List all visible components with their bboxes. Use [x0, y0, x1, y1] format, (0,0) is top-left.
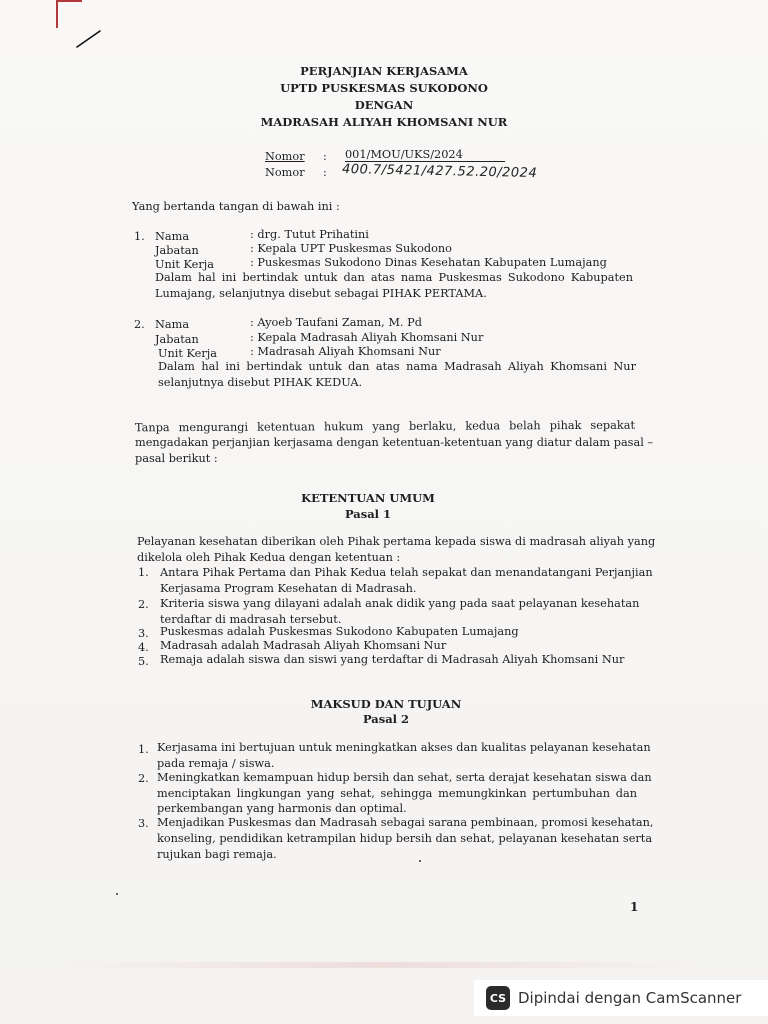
nomor-label-1: Nomor — [265, 150, 305, 163]
party2-desc-line-1: Dalam hal ini bertindak untuk dan atas nama Madrasah Aliyah Khomsani Nur — [158, 360, 636, 373]
section2-item-text: pada remaja / siswa. — [157, 757, 275, 770]
camscanner-watermark — [474, 980, 768, 1016]
intro-text: Yang bertanda tangan di bawah ini : — [132, 200, 340, 213]
pen-stroke-mark — [74, 28, 104, 50]
section1-item-number: 2. — [138, 598, 149, 611]
party1-nama-label: Nama — [155, 230, 190, 243]
section1-pasal: Pasal 1 — [344, 507, 392, 521]
nomor-value-1: 001/MOU/UKS/2024 — [345, 148, 505, 162]
corner-mark — [56, 0, 58, 28]
agreement-line-3: pasal berikut : — [135, 452, 218, 465]
party2-unit-value: : Madrasah Aliyah Khomsani Nur — [250, 345, 441, 358]
party2-jabatan-label: Jabatan — [155, 333, 199, 346]
party1-jabatan-value: : Kepala UPT Puskesmas Sukodono — [250, 242, 452, 255]
section1-intro-line-2: dikelola oleh Pihak Kedua dengan ketentuan : — [137, 551, 401, 564]
section1-item-text: Remaja adalah siswa dan siswi yang terdaftar di Madrasah Aliyah Khomsani Nur — [160, 653, 625, 666]
section2-item-number: 2. — [138, 772, 149, 785]
nomor-label-2: Nomor — [265, 166, 305, 179]
party1-desc-line-1: Dalam hal ini bertindak untuk dan atas nama Puskesmas Sukodono Kabupaten — [155, 271, 633, 284]
party1-unit-value: : Puskesmas Sukodono Dinas Kesehatan Kabupaten Lumajang — [250, 256, 607, 269]
section1-item-text: Puskesmas adalah Puskesmas Sukodono Kabupaten Lumajang — [160, 625, 519, 638]
party1-nama-value: : drg. Tutut Prihatini — [250, 228, 369, 241]
section2-item-text: konseling, pendidikan ketrampilan hidup bersih dan sehat, pelayanan kesehatan serta — [157, 832, 653, 845]
section1-item-text: Antara Pihak Pertama dan Pihak Kedua telah sepakat dan menandatangani Perjanjian — [160, 566, 653, 579]
section1-intro-line-1: Pelayanan kesehatan diberikan oleh Pihak pertama kepada siswa di madrasah aliyah yang — [137, 535, 656, 548]
section1-item-number: 4. — [138, 641, 149, 654]
section1-item-number: 5. — [138, 655, 149, 668]
agreement-line-1: Tanpa mengurangi ketentuan hukum yang berlaku, kedua belah pihak sepakat — [134, 418, 636, 435]
title-line-1: PERJANJIAN KERJASAMA — [300, 64, 468, 78]
section2-item-number: 3. — [138, 817, 149, 830]
speck — [419, 860, 421, 862]
section1-title: KETENTUAN UMUM — [301, 491, 435, 505]
section2-item-text: perkembangan yang harmonis dan optimal. — [157, 802, 407, 815]
page-number: 1 — [630, 900, 639, 914]
section1-item-number: 3. — [138, 627, 149, 640]
speck — [116, 893, 118, 895]
party1-desc-line-2: Lumajang, selanjutnya disebut sebagai PIHAK PERTAMA. — [155, 287, 487, 300]
section2-pasal: Pasal 2 — [362, 712, 410, 726]
nomor-sep-2: : — [323, 166, 327, 179]
party2-unit-label: Unit Kerja — [158, 347, 217, 360]
party2-nama-label: Nama — [155, 318, 190, 331]
title-line-4: MADRASAH ALIYAH KHOMSANI NUR — [260, 115, 508, 129]
camscanner-text: Dipindai dengan CamScanner — [518, 989, 742, 1007]
party2-number: 2. — [134, 318, 145, 331]
section2-item-text: menciptakan lingkungan yang sehat, sehingga memungkinkan pertumbuhan dan — [157, 787, 637, 800]
nomor-value-2-handwritten: 400.7/5421/427.52.20/2024 — [341, 161, 538, 182]
party2-jabatan-value: : Kepala Madrasah Aliyah Khomsani Nur — [250, 331, 484, 344]
section2-item-text: rujukan bagi remaja. — [157, 848, 277, 861]
title-line-2: UPTD PUSKESMAS SUKODONO — [280, 81, 488, 95]
section2-item-number: 1. — [138, 743, 149, 756]
section1-item-text: Kriteria siswa yang dilayani adalah anak didik yang pada saat pelayanan kesehatan — [160, 597, 640, 610]
section1-item-number: 1. — [138, 566, 149, 579]
party1-jabatan-label: Jabatan — [155, 244, 199, 257]
party1-number: 1. — [134, 230, 145, 243]
footer-tint — [64, 962, 694, 968]
party2-nama-value: : Ayoeb Taufani Zaman, M. Pd — [250, 316, 422, 329]
agreement-line-2: mengadakan perjanjian kerjasama dengan ketentuan-ketentuan yang diatur dalam pasal – — [135, 436, 654, 449]
party1-unit-label: Unit Kerja — [155, 258, 214, 271]
section2-item-text: Kerjasama ini bertujuan untuk meningkatkan akses dan kualitas pelayanan kesehatan — [157, 741, 651, 754]
title-line-3: DENGAN — [354, 98, 414, 112]
corner-mark — [56, 0, 82, 2]
section1-item-text: Kerjasama Program Kesehatan di Madrasah. — [160, 582, 417, 595]
camscanner-logo-icon: CS — [486, 986, 510, 1010]
nomor-sep-1: : — [323, 150, 327, 163]
section1-item-text: terdaftar di madrasah tersebut. — [160, 613, 342, 626]
section2-item-text: Menjadikan Puskesmas dan Madrasah sebagai sarana pembinaan, promosi kesehatan, — [157, 816, 654, 829]
section2-title: MAKSUD DAN TUJUAN — [310, 697, 462, 711]
section1-item-text: Madrasah adalah Madrasah Aliyah Khomsani Nur — [160, 639, 447, 652]
section2-item-text: Meningkatkan kemampuan hidup bersih dan sehat, serta derajat kesehatan siswa dan — [157, 771, 652, 784]
party2-desc-line-2: selanjutnya disebut PIHAK KEDUA. — [158, 376, 363, 389]
